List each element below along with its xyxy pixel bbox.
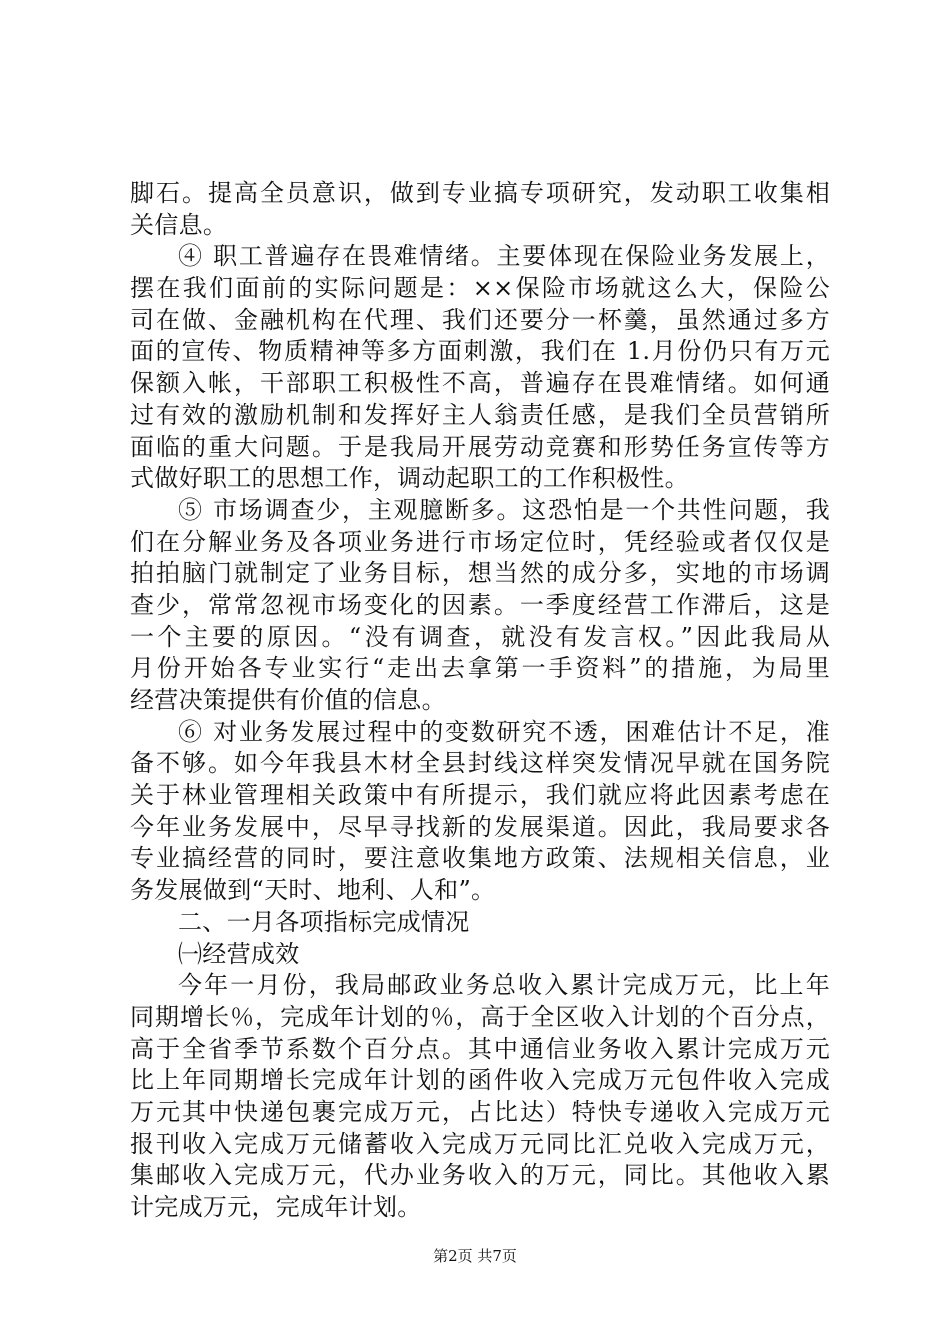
text-line: 备不够。如今年我县木材全县封线这样突发情况早就在国务院 bbox=[130, 749, 830, 778]
text-line: 一个主要的原因。“没有调查，就没有发言权。”因此我局从 bbox=[130, 622, 830, 651]
text-line: 摆在我们面前的实际问题是：××保险市场就这么大，保险公 bbox=[130, 274, 830, 303]
text-line: 务发展做到“天时、地利、人和”。 bbox=[130, 876, 496, 905]
text-line: 司在做、金融机构在代理、我们还要分一杯羹，虽然通过多方 bbox=[130, 305, 830, 334]
text-line: 关信息。 bbox=[130, 210, 228, 239]
text-line: 面临的重大问题。于是我局开展劳动竞赛和形势任务宣传等方 bbox=[130, 432, 830, 461]
text-line: 拍拍脑门就制定了业务目标，想当然的成分多，实地的市场调 bbox=[130, 559, 830, 588]
text-line: ㈠经营成效 bbox=[178, 939, 300, 968]
text-line: 同期增长％，完成年计划的％，高于全区收入计划的个百分点， bbox=[130, 1002, 830, 1031]
text-line: 过有效的激励机制和发挥好主人翁责任感，是我们全员营销所 bbox=[130, 400, 830, 429]
text-line: 比上年同期增长完成年计划的函件收入完成万元包件收入完成 bbox=[130, 1066, 830, 1095]
text-line: 们在分解业务及各项业务进行市场定位时，凭经验或者仅仅是 bbox=[130, 527, 830, 556]
text-line: 专业搞经营的同时，要注意收集地方政策、法规相关信息，业 bbox=[130, 844, 830, 873]
text-line: ⑤ 市场调查少，主观臆断多。这恐怕是一个共性问题，我 bbox=[178, 495, 830, 524]
text-line: 经营决策提供有价值的信息。 bbox=[130, 686, 446, 714]
document-body bbox=[130, 178, 830, 1224]
page-footer: 第2页 共7页 bbox=[433, 1247, 517, 1265]
text-line: 集邮收入完成万元，代办业务收入的万元，同比。其他收入累 bbox=[130, 1161, 830, 1190]
text-line: 面的宣传、物质精神等多方面刺激，我们在 1.月份仍只有万元 bbox=[130, 337, 830, 366]
text-line: 保额入帐，干部职工积极性不高，普遍存在畏难情绪。如何通 bbox=[130, 369, 830, 398]
text-line: 今年一月份，我局邮政业务总收入累计完成万元，比上年 bbox=[178, 971, 830, 1000]
text-line: 万元其中快递包裹完成万元，占比达）特快专递收入完成万元 bbox=[130, 1097, 830, 1126]
text-line: 关于林业管理相关政策中有所提示，我们就应将此因素考虑在 bbox=[130, 781, 830, 810]
text-line: 报刊收入完成万元储蓄收入完成万元同比汇兑收入完成万元， bbox=[130, 1129, 830, 1158]
text-line: 高于全省季节系数个百分点。其中通信业务收入累计完成万元 bbox=[130, 1034, 830, 1063]
text-line: 式做好职工的思想工作，调动起职工的工作积极性。 bbox=[130, 464, 689, 493]
text-line: 月份开始各专业实行“走出去拿第一手资料”的措施，为局里 bbox=[130, 654, 830, 683]
text-line: ④ 职工普遍存在畏难情绪。主要体现在保险业务发展上， bbox=[178, 242, 830, 271]
text-line: 脚石。提高全员意识，做到专业搞专项研究，发动职工收集相 bbox=[130, 179, 830, 207]
text-line: ⑥ 对业务发展过程中的变数研究不透，困难估计不足，准 bbox=[178, 717, 830, 746]
text-line: 今年业务发展中，尽早寻找新的发展渠道。因此，我局要求各 bbox=[130, 812, 830, 841]
text-line: 查少，常常忽视市场变化的因素。一季度经营工作滞后，这是 bbox=[130, 590, 830, 619]
text-line: 二、一月各项指标完成情况 bbox=[178, 907, 470, 936]
text-line: 计完成万元，完成年计划。 bbox=[130, 1193, 422, 1221]
